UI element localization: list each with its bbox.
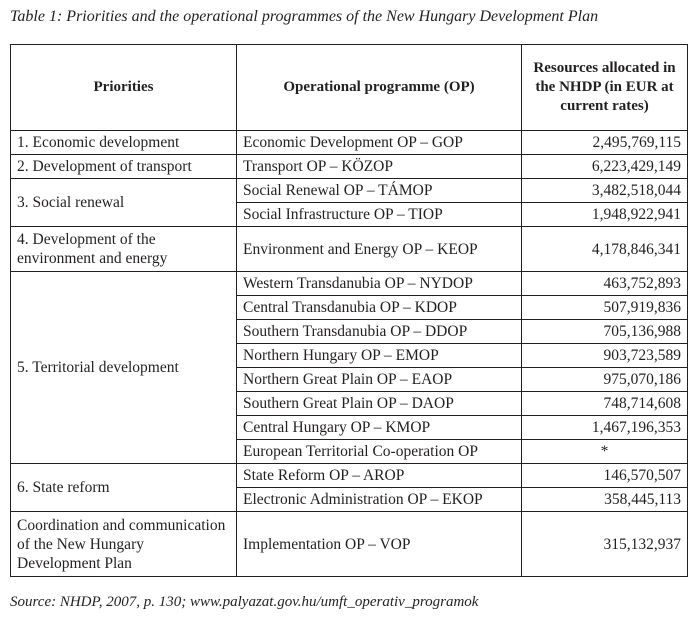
resources-cell: 748,714,608 xyxy=(522,392,688,416)
resources-cell: 463,752,893 xyxy=(522,272,688,296)
programme-cell: Central Transdanubia OP – KDOP xyxy=(237,296,522,320)
table-source: Source: NHDP, 2007, p. 130; www.palyazat.gov.hu/umft_operativ_programok xyxy=(10,594,479,610)
programme-cell: Northern Hungary OP – EMOP xyxy=(237,344,522,368)
programme-cell: Southern Great Plain OP – DAOP xyxy=(237,392,522,416)
table-row xyxy=(11,464,688,488)
resources-cell: 146,570,507 xyxy=(522,464,688,488)
programme-cell: Central Hungary OP – KMOP xyxy=(237,416,522,440)
header-priorities: Priorities xyxy=(11,45,237,131)
header-resources: Resources allocated in the NHDP (in EUR at current rates) xyxy=(522,45,688,131)
priority-cell: Coordination and communication of the New Hungary Development Plan xyxy=(11,512,237,577)
programme-cell: European Territorial Co-operation OP xyxy=(237,440,522,464)
resources-cell: 358,445,113 xyxy=(522,488,688,512)
programme-cell: Environment and Energy OP – KEOP xyxy=(237,227,522,272)
programme-cell: Social Infrastructure OP – TIOP xyxy=(237,203,522,227)
resources-cell: 975,070,186 xyxy=(522,368,688,392)
programme-cell: State Reform OP – AROP xyxy=(237,464,522,488)
resources-cell: 705,136,988 xyxy=(522,320,688,344)
priority-cell: 5. Territorial development xyxy=(11,272,237,464)
priority-cell: 2. Development of transport xyxy=(11,155,237,179)
resources-cell: 2,495,769,115 xyxy=(522,131,688,155)
table-row xyxy=(11,272,688,296)
resources-cell: 903,723,589 xyxy=(522,344,688,368)
programme-cell: Transport OP – KÖZOP xyxy=(237,155,522,179)
resources-cell: 3,482,518,044 xyxy=(522,179,688,203)
table-row xyxy=(11,155,688,179)
table-row xyxy=(11,179,688,203)
resources-cell: 1,948,922,941 xyxy=(522,203,688,227)
resources-cell: 1,467,196,353 xyxy=(522,416,688,440)
header-row xyxy=(11,45,688,131)
priority-cell: 3. Social renewal xyxy=(11,179,237,227)
table-caption: Table 1: Priorities and the operational programmes of the New Hungary Development Plan xyxy=(10,8,599,25)
programme-cell: Northern Great Plain OP – EAOP xyxy=(237,368,522,392)
nhdp-table xyxy=(10,44,688,577)
programme-cell: Economic Development OP – GOP xyxy=(237,131,522,155)
resources-cell: 315,132,937 xyxy=(522,512,688,577)
programme-cell: Electronic Administration OP – EKOP xyxy=(237,488,522,512)
table-row xyxy=(11,227,688,272)
priority-cell: 1. Economic development xyxy=(11,131,237,155)
priority-cell: 6. State reform xyxy=(11,464,237,512)
resources-cell: 6,223,429,149 xyxy=(522,155,688,179)
table-row xyxy=(11,512,688,577)
header-operational-programme: Operational programme (OP) xyxy=(237,45,522,131)
resources-cell: 507,919,836 xyxy=(522,296,688,320)
resources-cell: * xyxy=(522,440,688,464)
programme-cell: Southern Transdanubia OP – DDOP xyxy=(237,320,522,344)
table-row xyxy=(11,131,688,155)
programme-cell: Social Renewal OP – TÁMOP xyxy=(237,179,522,203)
resources-cell: 4,178,846,341 xyxy=(522,227,688,272)
programme-cell: Implementation OP – VOP xyxy=(237,512,522,577)
programme-cell: Western Transdanubia OP – NYDOP xyxy=(237,272,522,296)
priority-cell: 4. Development of the environment and energy xyxy=(11,227,237,272)
